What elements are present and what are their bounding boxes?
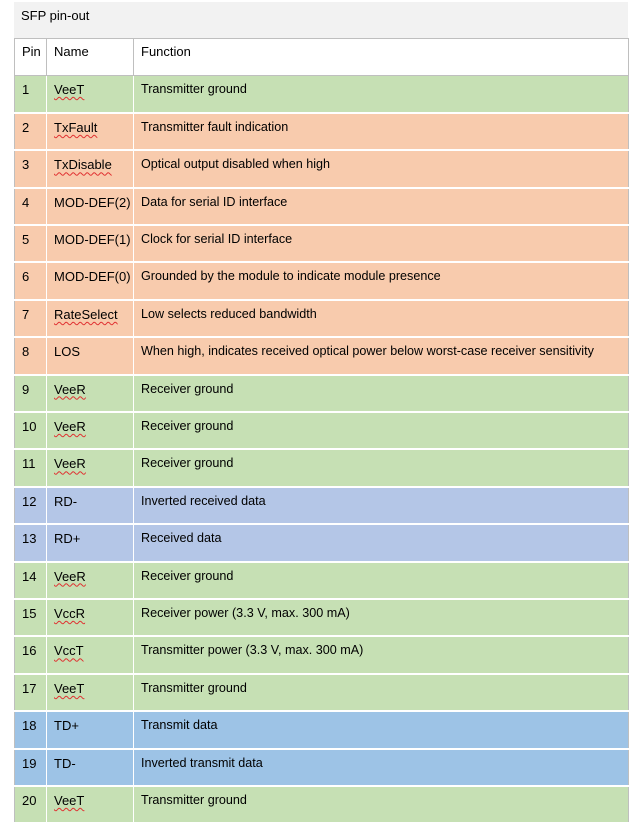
- header-name: Name: [47, 39, 134, 76]
- pin-name-text: VeeR: [54, 568, 86, 584]
- table-row: [15, 449, 629, 486]
- table-row: [15, 487, 629, 524]
- table-row: [15, 412, 629, 449]
- pin-name-cell: [47, 449, 134, 486]
- table-row: [15, 76, 629, 113]
- pin-function-cell: Data for serial ID interface: [134, 188, 629, 225]
- pin-function-cell: Low selects reduced bandwidth: [134, 300, 629, 337]
- table-row: [15, 300, 629, 337]
- pin-name-text: VccT: [54, 643, 84, 659]
- pin-name-cell: [47, 300, 134, 337]
- pin-name-text: RD+: [54, 531, 81, 547]
- table-row: [15, 674, 629, 711]
- table-row: [15, 113, 629, 150]
- pin-name-cell: [47, 225, 134, 262]
- pin-function-cell: Transmit data: [134, 711, 629, 748]
- pin-name-cell: [47, 262, 134, 299]
- pin-function-cell: Transmitter ground: [134, 674, 629, 711]
- pin-name-cell: [47, 524, 134, 561]
- pin-name-cell: [47, 375, 134, 412]
- pin-number-cell: 14: [15, 562, 47, 599]
- pin-name-cell: [47, 337, 134, 374]
- pin-number-cell: 18: [15, 711, 47, 748]
- pin-name-cell: [47, 674, 134, 711]
- pin-name-text: VeeT: [54, 792, 85, 808]
- table-caption: SFP pin-out: [14, 2, 628, 38]
- header-function: Function: [134, 39, 629, 76]
- pin-function-cell: Transmitter fault indication: [134, 113, 629, 150]
- pin-number-cell: 19: [15, 749, 47, 786]
- pin-number-cell: 15: [15, 599, 47, 636]
- table-row: [15, 225, 629, 262]
- pin-function-cell: Receiver ground: [134, 562, 629, 599]
- pin-number-cell: 20: [15, 786, 47, 823]
- pin-name-text: MOD-DEF(2): [54, 194, 131, 210]
- pin-number-cell: 12: [15, 487, 47, 524]
- pin-number-cell: 8: [15, 337, 47, 374]
- pin-name-cell: [47, 150, 134, 187]
- header-row: [15, 39, 629, 76]
- pin-number-cell: 6: [15, 262, 47, 299]
- pin-function-cell: Optical output disabled when high: [134, 150, 629, 187]
- pin-function-cell: Transmitter power (3.3 V, max. 300 mA): [134, 636, 629, 673]
- pin-name-cell: [47, 412, 134, 449]
- pin-name-cell: [47, 188, 134, 225]
- table-row: [15, 636, 629, 673]
- pin-function-cell: Transmitter ground: [134, 76, 629, 113]
- pin-name-cell: [47, 711, 134, 748]
- pin-function-cell: Receiver power (3.3 V, max. 300 mA): [134, 599, 629, 636]
- pin-function-cell: Received data: [134, 524, 629, 561]
- pin-name-text: TD+: [54, 718, 79, 734]
- pin-function-cell: Inverted transmit data: [134, 749, 629, 786]
- pin-name-text: MOD-DEF(0): [54, 269, 131, 285]
- table-header: [15, 39, 629, 76]
- pin-name-text: TD-: [54, 755, 76, 771]
- pin-name-cell: [47, 562, 134, 599]
- pin-function-cell: Clock for serial ID interface: [134, 225, 629, 262]
- pin-number-cell: 1: [15, 76, 47, 113]
- header-pin: Pin: [15, 39, 47, 76]
- pin-name-text: TxDisable: [54, 157, 112, 173]
- pin-name-text: VeeT: [54, 82, 85, 97]
- pin-name-cell: [47, 786, 134, 823]
- pin-number-cell: 3: [15, 150, 47, 187]
- pin-name-text: VeeR: [54, 456, 86, 472]
- pin-function-cell: Grounded by the module to indicate module presence: [134, 262, 629, 299]
- pin-function-cell: Receiver ground: [134, 412, 629, 449]
- table-row: [15, 749, 629, 786]
- pin-number-cell: 2: [15, 113, 47, 150]
- pin-number-cell: 16: [15, 636, 47, 673]
- pin-name-text: VccR: [54, 605, 86, 621]
- pin-number-cell: 7: [15, 300, 47, 337]
- pin-name-cell: [47, 636, 134, 673]
- pin-function-cell: Receiver ground: [134, 375, 629, 412]
- pinout-table: [14, 38, 629, 824]
- pin-number-cell: 13: [15, 524, 47, 561]
- pin-number-cell: 9: [15, 375, 47, 412]
- pin-function-cell: Receiver ground: [134, 449, 629, 486]
- table-row: [15, 337, 629, 374]
- pin-function-cell: Inverted received data: [134, 487, 629, 524]
- pin-number-cell: 4: [15, 188, 47, 225]
- pin-name-cell: [47, 76, 134, 113]
- pin-name-text: TxFault: [54, 119, 98, 135]
- pin-name-text: RateSelect: [54, 306, 118, 322]
- pin-name-cell: [47, 749, 134, 786]
- pin-name-text: VeeR: [54, 381, 86, 397]
- pin-number-cell: 10: [15, 412, 47, 449]
- pin-name-cell: [47, 599, 134, 636]
- table-row: [15, 524, 629, 561]
- table-body: [15, 76, 629, 824]
- pin-function-cell: When high, indicates received optical power below worst-case receiver sensitivity: [134, 337, 629, 374]
- pin-number-cell: 17: [15, 674, 47, 711]
- pin-name-text: VeeR: [54, 419, 86, 435]
- pin-name-text: MOD-DEF(1): [54, 232, 131, 248]
- table-row: [15, 375, 629, 412]
- pin-function-cell: Transmitter ground: [134, 786, 629, 823]
- table-row: [15, 150, 629, 187]
- pin-name-text: RD-: [54, 493, 78, 509]
- table-row: [15, 262, 629, 299]
- pin-name-cell: [47, 113, 134, 150]
- table-row: [15, 562, 629, 599]
- pin-name-text: VeeT: [54, 680, 85, 696]
- table-row: [15, 188, 629, 225]
- pin-name-cell: [47, 487, 134, 524]
- table-row: [15, 711, 629, 748]
- pin-number-cell: 11: [15, 449, 47, 486]
- table-row: [15, 786, 629, 823]
- pin-number-cell: 5: [15, 225, 47, 262]
- pin-name-text: LOS: [54, 344, 81, 360]
- table-row: [15, 599, 629, 636]
